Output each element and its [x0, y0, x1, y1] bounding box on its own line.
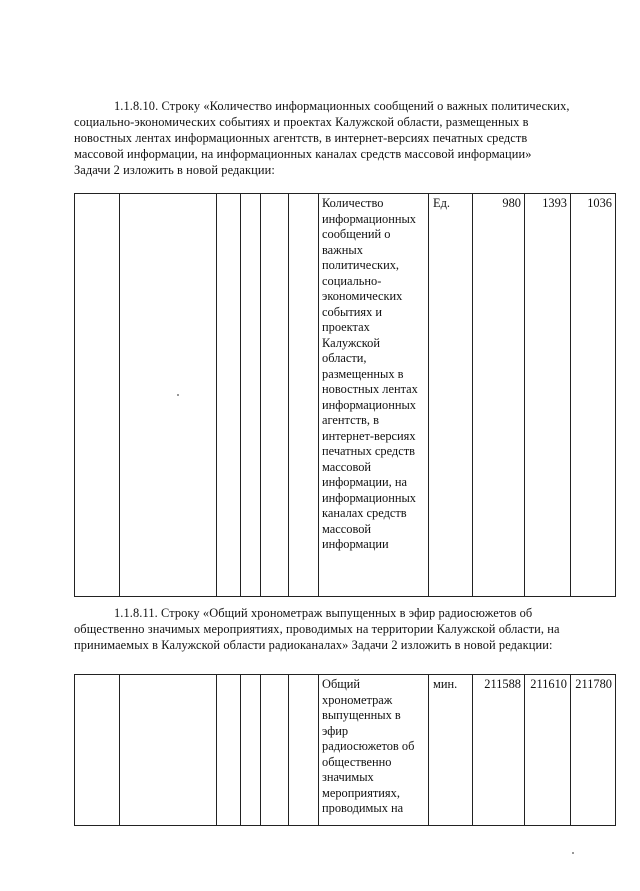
empty-cell: [120, 675, 217, 826]
empty-cell: [289, 675, 319, 826]
section-2-line-3: принимаемых в Калужской области радиоканалах» Задачи 2 изложить в новой редакции:: [74, 638, 553, 652]
empty-cell: [241, 194, 261, 597]
empty-cell: [217, 675, 241, 826]
value-cell-2: 1393: [525, 194, 571, 597]
empty-cell: [261, 194, 289, 597]
section-1-line-1: 1.1.8.10. Строку «Количество информационных сообщений о важных политических,: [114, 99, 570, 113]
empty-cell: [75, 675, 120, 826]
section-2-line-2: общественно значимых мероприятиях, проводимых на территории Калужской области, на: [74, 622, 560, 636]
scan-speck: [572, 852, 574, 854]
empty-cell: [217, 194, 241, 597]
section-2-table: [74, 674, 616, 826]
value-cell-1: 211588: [473, 675, 525, 826]
value-cell-1: 980: [473, 194, 525, 597]
value-cell-3: 211780: [571, 675, 616, 826]
indicator-description: Общий хронометраж выпущенных в эфир радиосюжетов об общественно значимых мероприятиях, проводимых на: [319, 675, 429, 826]
empty-cell: [75, 194, 120, 597]
empty-cell: [120, 194, 217, 597]
section-1-line-5: Задачи 2 изложить в новой редакции:: [74, 163, 275, 177]
indicator-description: Количество информационных сообщений о важных политических, социально-экономических событиях и проектах Калужской области, размещенных в новостных лентах информационных агентств, в интернет-версиях печатных средств массовой информации, на информационных каналах средств массовой информации: [319, 194, 429, 597]
unit-cell: мин.: [429, 675, 473, 826]
empty-cell: [241, 675, 261, 826]
unit-cell: Ед.: [429, 194, 473, 597]
empty-cell: [261, 675, 289, 826]
empty-cell: [289, 194, 319, 597]
section-1-table: [74, 193, 616, 597]
table-row: [75, 194, 616, 597]
section-2-paragraph: [74, 605, 610, 653]
table-row: [75, 675, 616, 826]
section-1-line-4: массовой информации, на информационных каналах средств массовой информации»: [74, 147, 532, 161]
section-2-line-1: 1.1.8.11. Строку «Общий хронометраж выпущенных в эфир радиосюжетов об: [114, 606, 533, 620]
section-1-line-2: социально-экономических событиях и проектах Калужской области, размещенных в: [74, 115, 529, 129]
value-cell-3: 1036: [571, 194, 616, 597]
scan-speck: [177, 394, 179, 396]
section-1-line-3: новостных лентах информационных агентств, в интернет-версиях печатных средств: [74, 131, 528, 145]
section-1-paragraph: [74, 98, 610, 178]
value-cell-2: 211610: [525, 675, 571, 826]
